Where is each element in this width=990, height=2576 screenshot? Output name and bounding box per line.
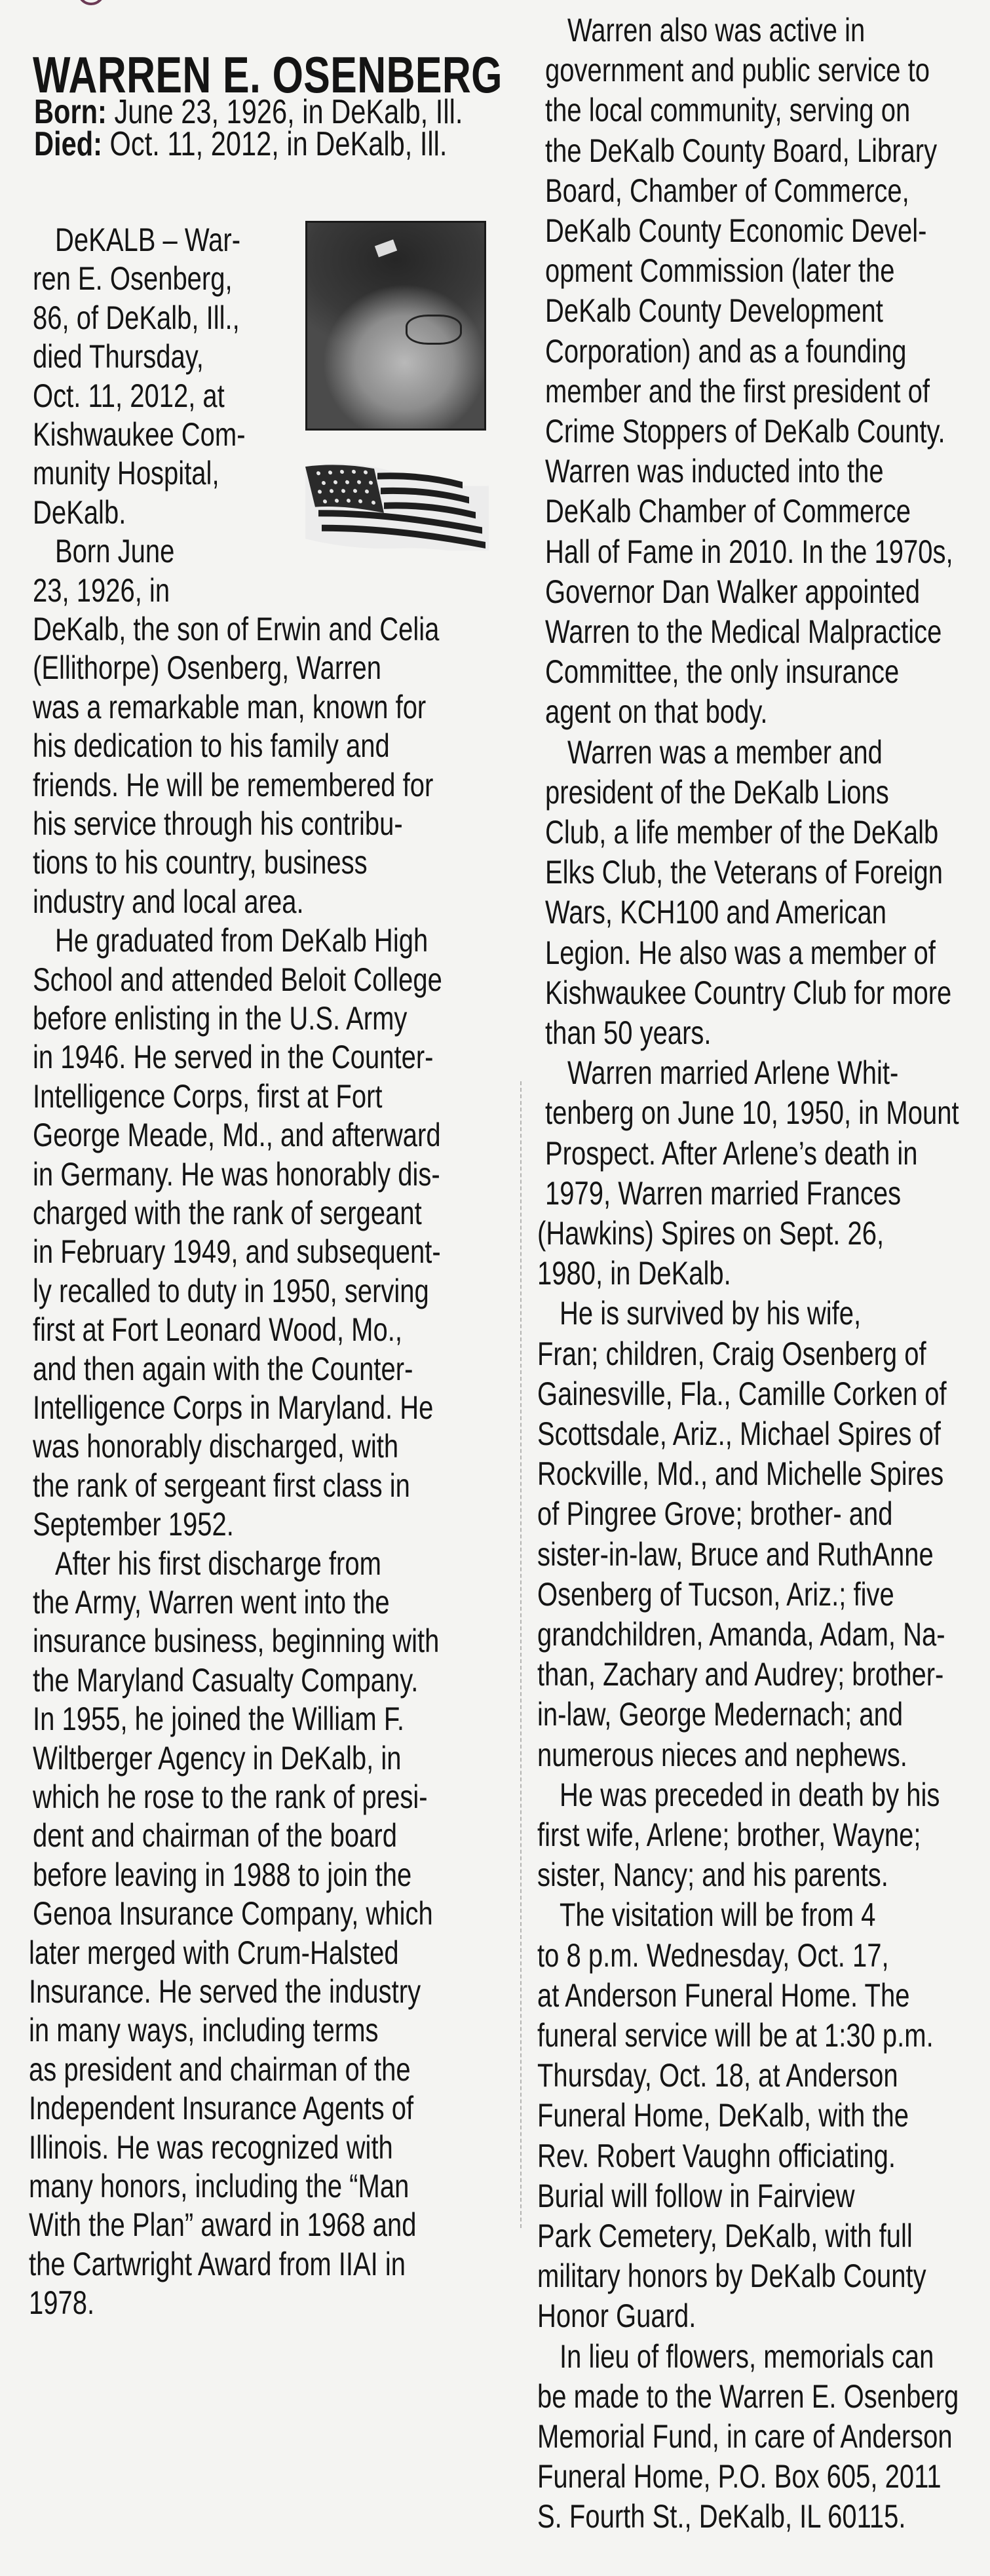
text-line: Insurance. He served the industry [29,1973,421,2010]
text-line: Rockville, Md., and Michelle Spires [537,1455,944,1493]
text-line: tenberg on June 10, 1950, in Mount [545,1094,959,1132]
text-line: opment Commission (later the [545,252,895,290]
text-line: president of the DeKalb Lions [545,773,889,811]
glasses [406,315,462,345]
text-line: and then again with the Counter- [33,1350,413,1387]
text-line: Osenberg of Tucson, Ariz.; five [537,1575,894,1613]
text-line: member and the first president of [545,372,930,410]
portrait-photo-icon [305,221,486,431]
text-line: In lieu of flowers, memorials can [560,2337,934,2375]
text-line: at Anderson Funeral Home. The [537,1976,910,2014]
text-line: Fran; children, Craig Osenberg of [537,1335,926,1372]
text-line: military honors by DeKalb County [537,2258,926,2295]
text-line: munity Hospital, [33,455,219,492]
text-line: the Cartwright Award from IIAI in [29,2245,406,2282]
text-line: DeKalb Chamber of Commerce [545,493,911,530]
text-line: government and public service to [545,52,930,89]
text-line: Governor Dan Walker appointed [545,573,921,610]
text-line: numerous nieces and nephews. [537,1736,907,1773]
text-line: many honors, including the “Man [29,2168,409,2204]
text-line: Club, a life member of the DeKalb [545,814,939,851]
born-line [34,94,463,130]
text-line: Genoa Insurance Company, which [33,1895,433,1932]
text-line: In 1955, he joined the William F. [33,1701,404,1738]
text-line: Independent Insurance Agents of [29,2090,414,2127]
text-line: Warren also was active in [567,12,866,48]
text-line: the Maryland Casualty Company. [33,1661,419,1699]
text-line: sister-in-law, Bruce and RuthAnne [537,1535,934,1573]
text-line: charged with the rank of sergeant [33,1195,422,1231]
text-line: the Army, Warren went into the [33,1584,390,1621]
text-line: as president and chairman of the [29,2050,411,2088]
text-line: Wars, KCH100 and American [545,894,886,931]
text-line: the rank of sergeant first class in [33,1467,410,1504]
text-line: Wiltberger Agency in DeKalb, in [33,1739,402,1777]
born-label: Born: [34,93,107,131]
text-line: Honor Guard. [537,2297,696,2335]
text-line: industry and local area. [33,883,304,920]
died-line [34,126,447,162]
text-line: be made to the Warren E. Osenberg [537,2377,959,2415]
cap-patch [375,239,397,257]
text-line: Committee, the only insurance [545,653,900,691]
text-line: died Thursday, [33,338,204,375]
text-line: the DeKalb County Board, Library [545,132,938,169]
text-line: Legion. He also was a member of [545,934,936,971]
text-line: Illinois. He was recognized with [29,2128,393,2166]
text-line: School and attended Beloit College [33,961,442,998]
text-line: the local community, serving on [545,92,911,129]
text-line: dent and chairman of the board [33,1817,397,1855]
text-line: before leaving in 1988 to join the [33,1856,412,1893]
text-line: Warren to the Medical Malpractice [545,613,942,650]
text-line: DeKalb, the son of Erwin and Celia [33,611,440,647]
text-line: Burial will follow in Fairview [537,2177,855,2214]
text-line: Oct. 11, 2012, at [33,377,225,414]
text-line: Intelligence Corps, first at Fort [33,1077,383,1115]
text-line: first wife, Arlene; brother, Wayne; [537,1817,921,1853]
text-line: DeKalb County Development [545,292,883,330]
text-line: Rev. Robert Vaughn officiating. [537,2137,896,2174]
text-line: first at Fort Leonard Wood, Mo., [33,1311,402,1349]
text-line: than, Zachary and Audrey; brother- [537,1656,944,1693]
text-line: He is survived by his wife, [560,1295,862,1332]
text-line: Park Cemetery, DeKalb, with full [537,2218,913,2254]
text-line: (Ellithorpe) Osenberg, Warren [33,649,382,687]
text-line: ly recalled to duty in 1950, serving [33,1272,429,1309]
text-line: of Pingree Grove; brother- and [537,1495,893,1533]
text-line: Memorial Fund, in care of Anderson [537,2418,953,2455]
text-line: tions to his country, business [33,844,368,881]
text-line: Warren married Arlene Whit- [567,1054,899,1092]
text-line: Elks Club, the Veterans of Foreign [545,854,943,891]
text-line: was a remarkable man, known for [33,688,427,725]
text-line: Corporation) and as a founding [545,332,907,370]
text-line: Board, Chamber of Commerce, [545,172,909,209]
text-line: Kishwaukee Country Club for more [545,974,952,1011]
text-line: S. Fourth St., DeKalb, IL 60115. [537,2498,906,2535]
died-value: Oct. 11, 2012, in DeKalb, Ill. [102,125,447,163]
text-line: Warren was inducted into the [545,453,884,490]
text-line: 1979, Warren married Frances [545,1174,902,1212]
text-line: his service through his contribu- [33,805,403,842]
text-line: DeKalb County Economic Devel- [545,212,927,249]
text-line: sister, Nancy; and his parents. [537,1856,888,1894]
text-line: The visitation will be from 4 [560,1896,876,1934]
text-line: later merged with Crum-Halsted [29,1934,399,1971]
text-line: George Meade, Md., and afterward [33,1117,441,1154]
text-line: Funeral Home, P.O. Box 605, 2011 [537,2458,942,2495]
text-line: Intelligence Corps in Maryland. He [33,1389,434,1426]
text-line: DeKalb. [33,493,126,531]
text-line: funeral service will be at 1:30 p.m. [537,2017,934,2054]
text-line: 23, 1926, in [33,571,170,609]
text-line: Scottsdale, Ariz., Michael Spires of [537,1415,941,1452]
born-value: June 23, 1926, in DeKalb, Ill. [106,93,463,131]
text-line: (Hawkins) Spires on Sept. 26, [537,1215,885,1252]
text-line: in 1946. He served in the Counter- [33,1039,434,1076]
text-line: DeKALB – War- [55,221,241,258]
text-line: 1978. [29,2284,95,2322]
text-line: friends. He will be remembered for [33,766,434,803]
column-divider [520,1081,522,2228]
text-line: in many ways, including terms [29,2012,379,2049]
text-line: ren E. Osenberg, [33,260,233,298]
text-line: was honorably discharged, with [33,1428,399,1465]
text-line: in Germany. He was honorably dis- [33,1155,440,1193]
died-label: Died: [34,125,102,163]
text-line: 86, of DeKalb, Ill., [33,299,240,336]
text-line: September 1952. [33,1506,234,1543]
text-line: before enlisting in the U.S. Army [33,1000,408,1037]
text-line: Funeral Home, DeKalb, with the [537,2097,909,2134]
pen-mark-icon [77,0,105,5]
text-line: grandchildren, Amanda, Adam, Na- [537,1616,945,1653]
text-line: With the Plan” award in 1968 and [29,2206,417,2244]
text-line: than 50 years. [545,1014,712,1051]
text-line: Warren was a member and [567,733,883,771]
text-line: After his first discharge from [55,1545,381,1582]
text-line: Gainesville, Fla., Camille Corken of [537,1375,947,1412]
text-line: Hall of Fame in 2010. In the 1970s, [545,533,953,570]
text-line: his dedication to his family and [33,727,390,765]
obituary-title: WARREN E. OSENBERG [33,46,503,104]
text-line: Kishwaukee Com- [33,416,246,453]
american-flag-icon [292,446,489,550]
text-line: agent on that body. [545,693,768,731]
text-line: Crime Stoppers of DeKalb County. [545,413,945,450]
text-line: which he rose to the rank of presi- [33,1778,428,1815]
text-line: in February 1949, and subsequent- [33,1233,441,1271]
text-line: to 8 p.m. Wednesday, Oct. 17, [537,1936,889,1974]
text-line: He graduated from DeKalb High [55,922,428,959]
text-line: Prospect. After Arlene’s death in [545,1134,918,1172]
text-line: Born June [55,533,175,570]
text-line: 1980, in DeKalb. [537,1255,731,1292]
text-line: Thursday, Oct. 18, at Anderson [537,2057,898,2094]
text-line: He was preceded in death by his [560,1776,940,1813]
text-line: insurance business, beginning with [33,1623,440,1660]
text-line: in-law, George Medernach; and [537,1696,904,1733]
